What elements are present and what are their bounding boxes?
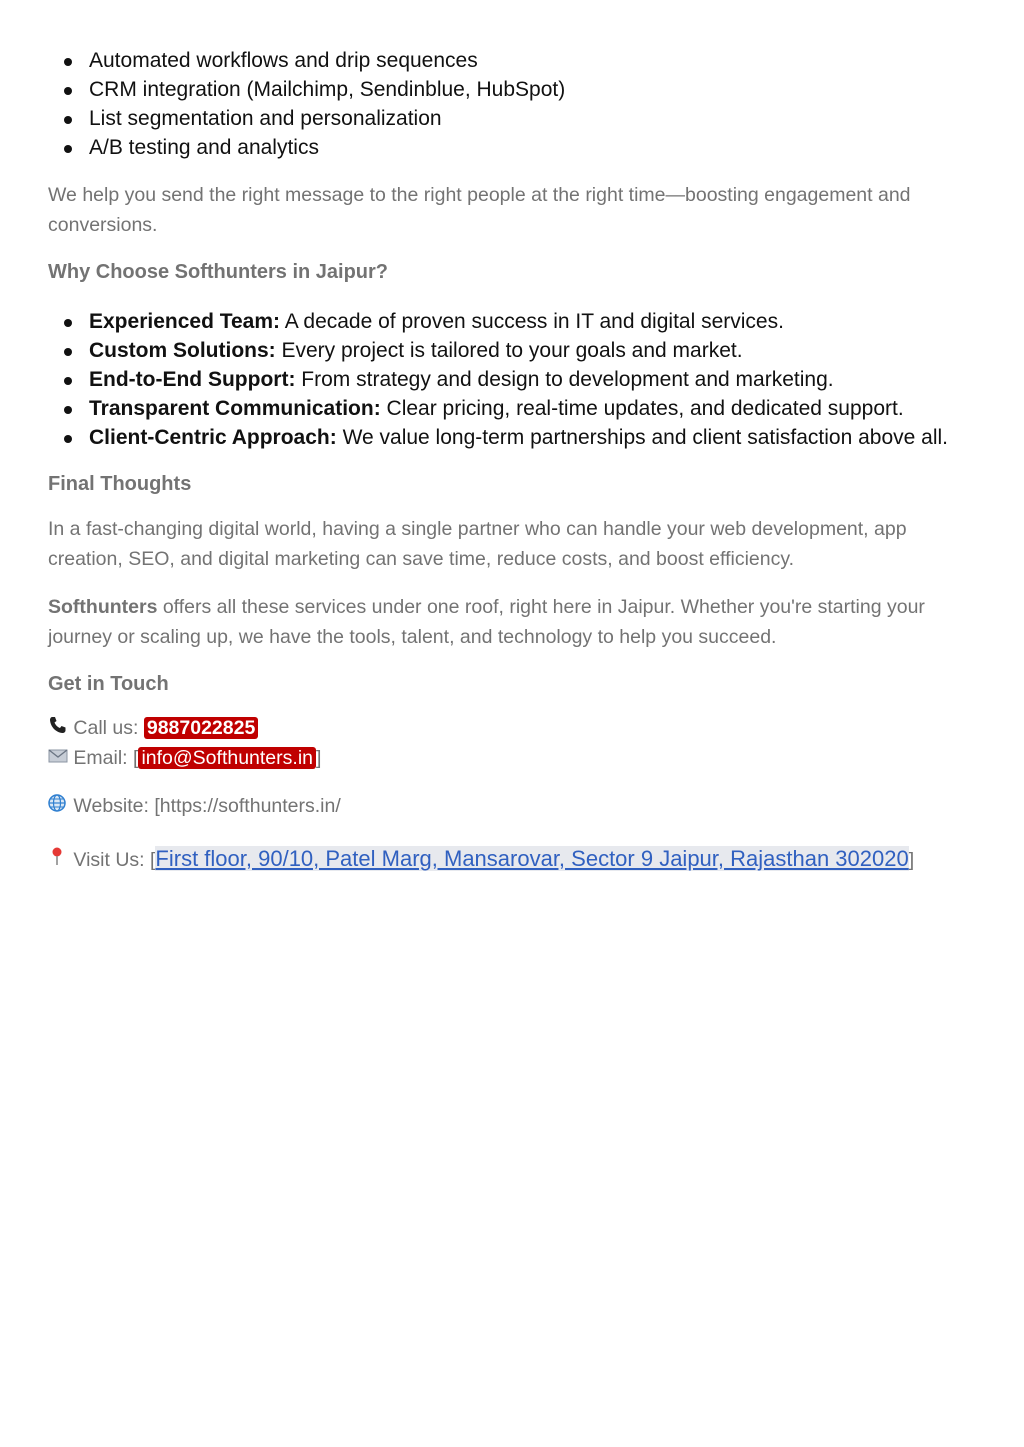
- website-line: [48, 792, 978, 822]
- list-item-text: Every project is tailored to your goals and market.: [275, 339, 743, 362]
- list-item-title: Client-Centric Approach:: [89, 426, 337, 449]
- list-item: [48, 365, 978, 394]
- email-address[interactable]: info@Softhunters.in: [138, 747, 316, 769]
- why-list: [48, 307, 978, 452]
- list-item-text: We value long-term partnerships and client satisfaction above all.: [336, 426, 949, 449]
- features-list: [48, 46, 978, 162]
- contact-heading: Get in Touch: [48, 673, 169, 695]
- document-content: [48, 46, 978, 875]
- list-item: List segmentation and personalization: [48, 104, 978, 133]
- phone-number[interactable]: 9887022825: [144, 717, 258, 739]
- list-item-title: Custom Solutions:: [89, 339, 276, 362]
- list-item: CRM integration (Mailchimp, Sendinblue, HubSpot): [48, 75, 978, 104]
- email-label: Email: [: [68, 746, 139, 769]
- address-link[interactable]: First floor, 90/10, Patel Marg, Mansarovar, Sector 9 Jaipur, Rajasthan 302020: [155, 845, 909, 871]
- pin-icon: [48, 846, 68, 876]
- envelope-icon: [48, 744, 68, 774]
- visit-label: Visit Us: [: [68, 848, 156, 871]
- list-item-text: A decade of proven success in IT and digital services.: [280, 310, 784, 333]
- list-item-title: Experienced Team:: [89, 310, 281, 333]
- list-item-title: End-to-End Support:: [89, 368, 296, 391]
- intro-paragraph: We help you send the right message to the right people at the right time—boosting engagement and conversions.: [48, 184, 911, 236]
- website-text[interactable]: Website: [https://softhunters.in/: [68, 795, 341, 817]
- address-bracket: ]: [908, 848, 915, 871]
- list-item-text: From strategy and design to development and marketing.: [295, 368, 834, 391]
- call-label: Call us:: [68, 717, 144, 739]
- contact-block: [48, 714, 978, 875]
- company-text: offers all these services under one roof, right here in Jaipur. Whether you're starting your journey or scaling up, we have the tools, talent, and technology to help you succeed.: [48, 596, 925, 648]
- visit-line: [48, 844, 978, 876]
- company-name: Softhunters: [48, 596, 158, 618]
- why-heading: Why Choose Softhunters in Jaipur?: [48, 261, 389, 283]
- company-paragraph: [48, 593, 978, 652]
- list-item: [48, 394, 978, 423]
- final-heading: Final Thoughts: [48, 473, 192, 495]
- list-item: [48, 336, 978, 365]
- email-bracket: ]: [316, 746, 322, 769]
- phone-icon: [48, 714, 68, 744]
- list-item-text: Clear pricing, real-time updates, and dedicated support.: [380, 397, 904, 420]
- globe-icon: [48, 792, 68, 822]
- final-paragraph: In a fast-changing digital world, having a single partner who can handle your web development, app creation, SEO, and digital marketing can save time, reduce costs, and boost efficiency.: [48, 518, 907, 570]
- list-item: [48, 423, 978, 452]
- email-line: [48, 744, 978, 774]
- list-item: Automated workflows and drip sequences: [48, 46, 978, 75]
- list-item: A/B testing and analytics: [48, 133, 978, 162]
- call-line: [48, 714, 978, 744]
- list-item-title: Transparent Communication:: [89, 397, 381, 420]
- list-item: [48, 307, 978, 336]
